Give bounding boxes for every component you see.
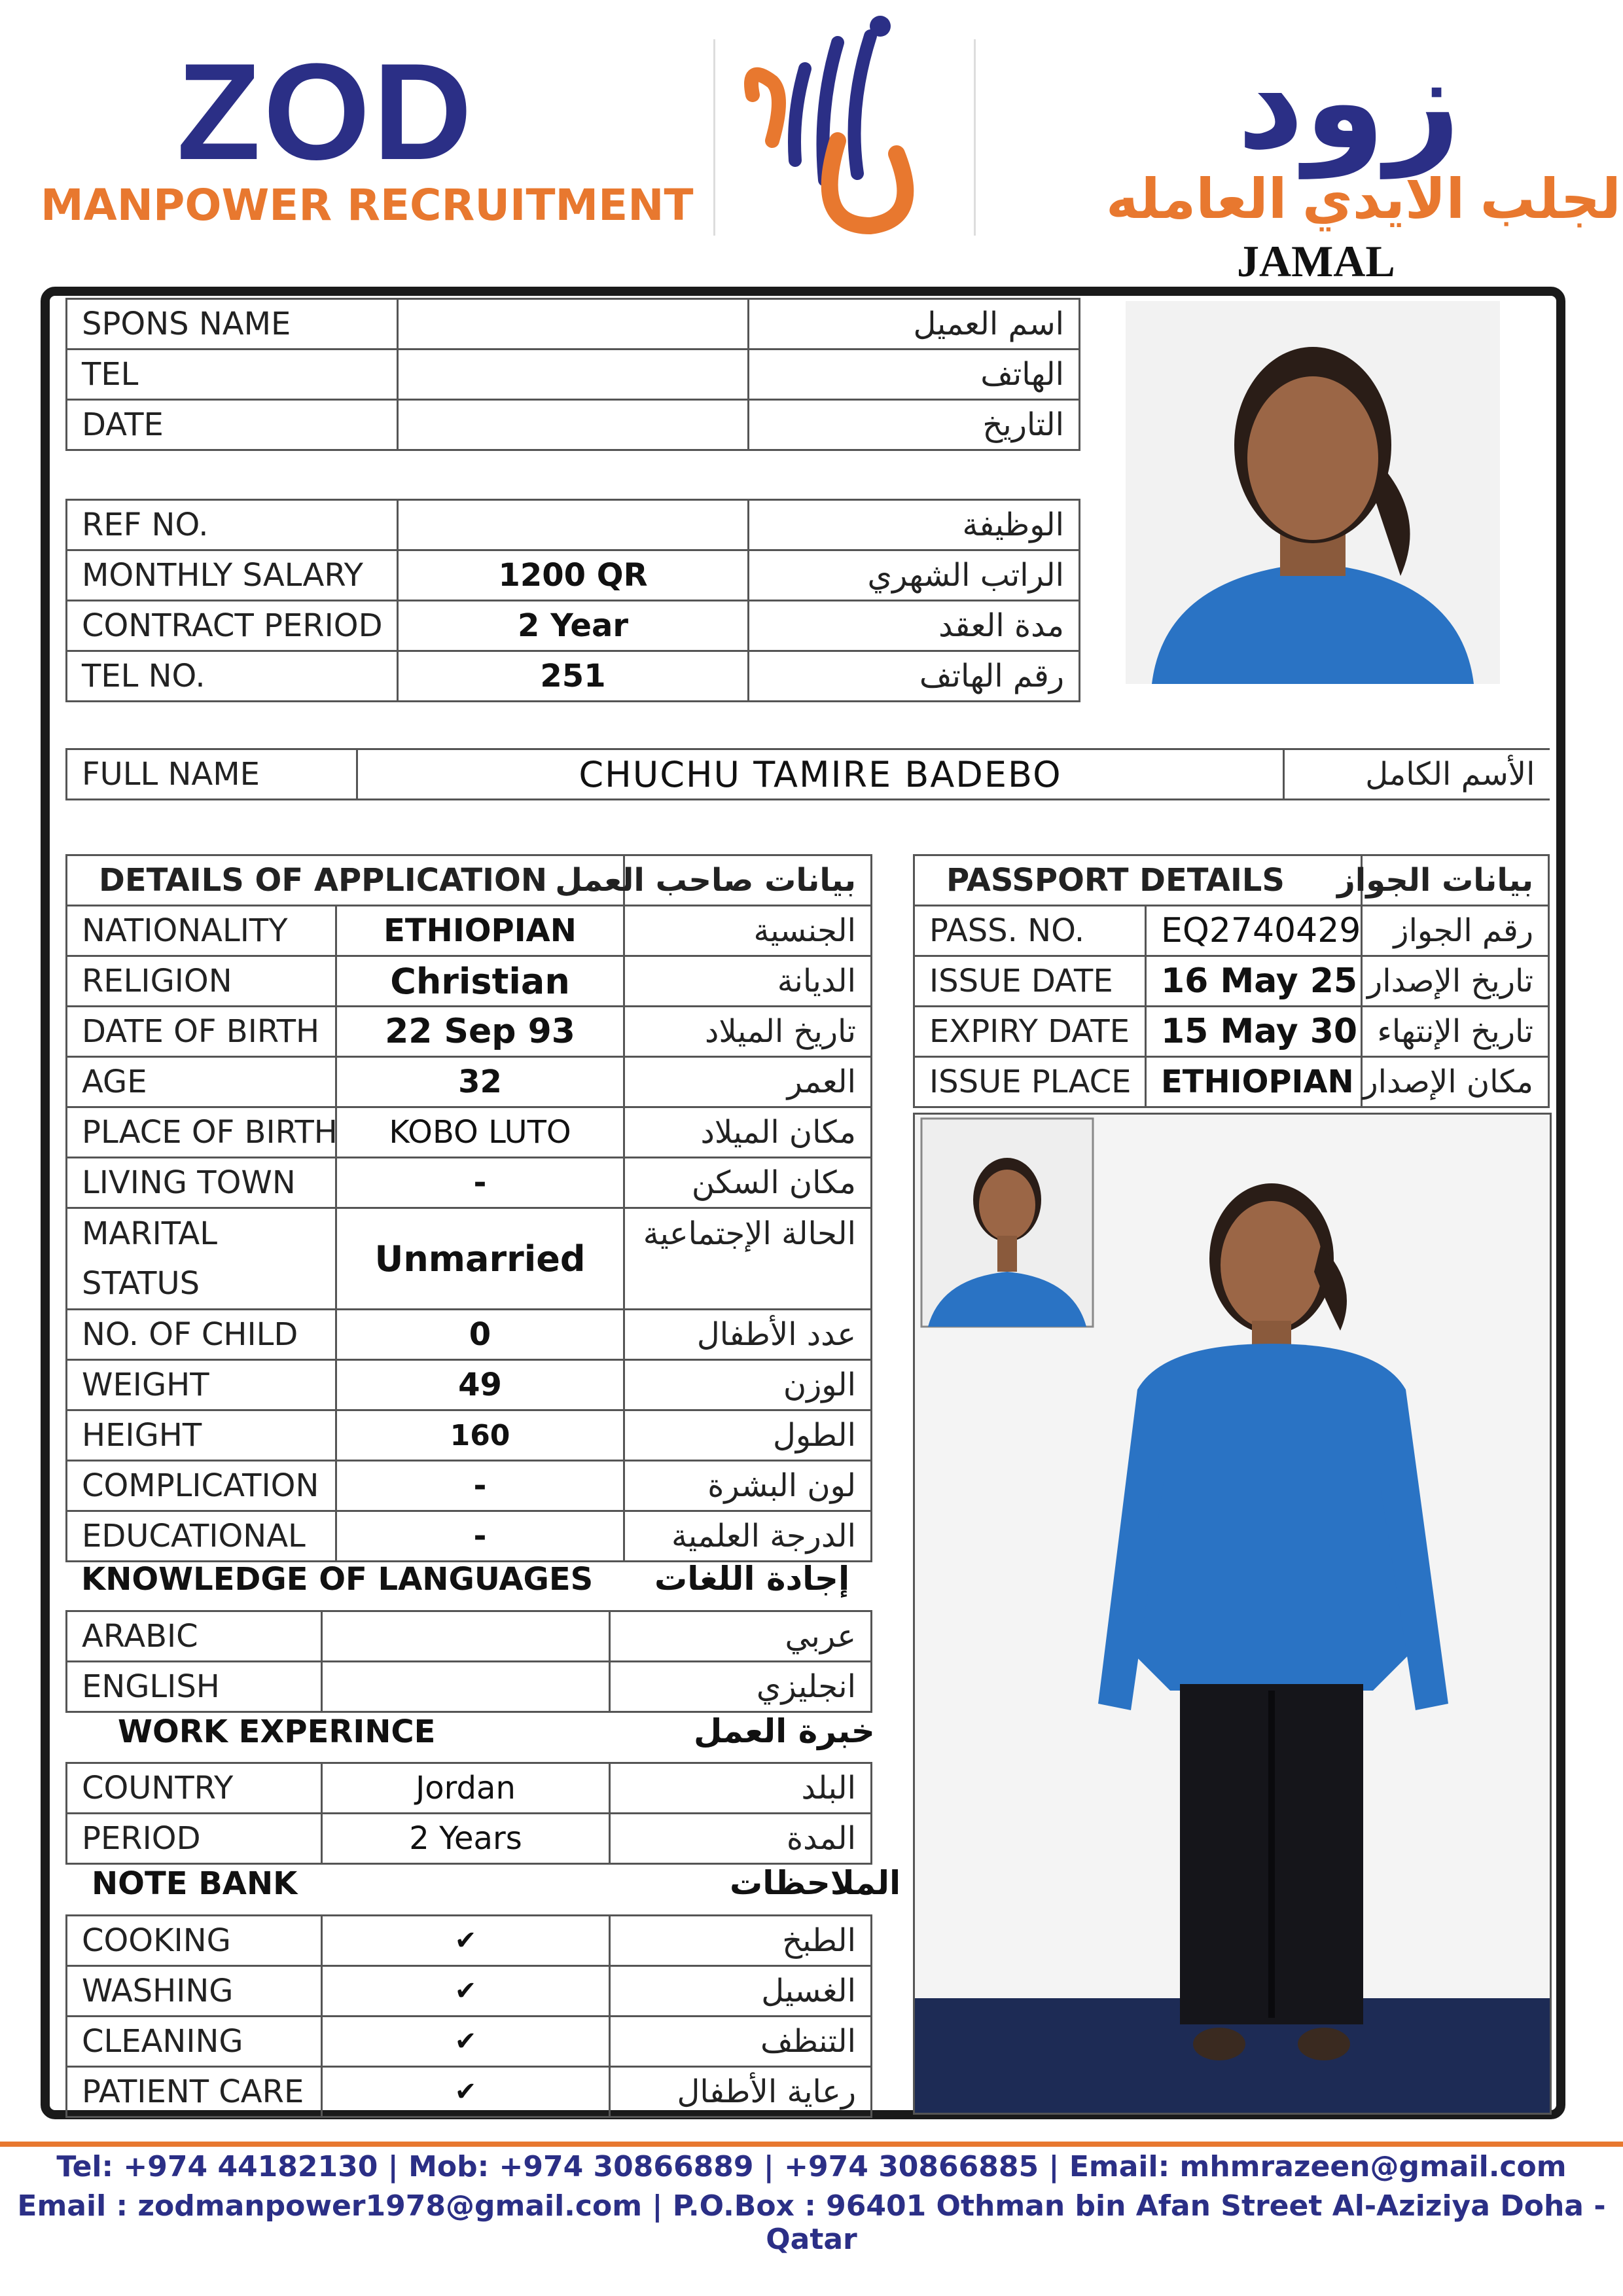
field-value: ETHIOPIAN (336, 906, 624, 956)
field-value: EQ2740429 (1146, 906, 1362, 956)
field-label-arabic: الوزن (624, 1360, 872, 1410)
check-icon: ✔ (322, 1916, 610, 1966)
field-label-arabic: عدد الأطفال (624, 1310, 872, 1360)
passport-title: PASSPORT DETAILS (914, 855, 1362, 906)
header-divider (713, 39, 715, 236)
application-table (65, 854, 872, 1562)
footer-contact-line: Tel: +974 44182130 | Mob: +974 30866889 | +974 30866885 | Email: mhmrazeen@gmail.com (56, 2150, 1567, 2183)
field-label-arabic: العمر (624, 1057, 872, 1107)
notes-title: NOTE BANK (92, 1865, 298, 1902)
field-value (322, 1611, 610, 1662)
table-row (67, 2067, 872, 2117)
field-value: 16 May 25 (1146, 956, 1362, 1007)
field-value: Christian (336, 956, 624, 1007)
field-label-arabic: الطبخ (610, 1916, 872, 1966)
field-label: TEL NO. (67, 651, 398, 702)
field-label-arabic: الديانة (624, 956, 872, 1007)
table-row (914, 956, 1549, 1007)
experience-title-arabic: خبرة العمل (694, 1712, 875, 1750)
table-row (67, 1461, 872, 1511)
header-divider (974, 39, 976, 236)
table-row (67, 1763, 872, 1814)
experience-table (65, 1762, 872, 1865)
full-name-label-arabic: الأسم الكامل (1284, 749, 1550, 800)
field-value: 15 May 30 (1146, 1007, 1362, 1057)
table-row (67, 1310, 872, 1360)
languages-title: KNOWLEDGE OF LANGUAGES (81, 1561, 594, 1598)
full-name-table (65, 748, 1550, 800)
field-label-arabic: انجليزي (610, 1662, 872, 1712)
table-row (67, 1360, 872, 1410)
field-label-arabic: الطول (624, 1410, 872, 1461)
field-value: - (336, 1511, 624, 1562)
brand-logo-text: ZOD (177, 35, 475, 188)
field-value: 22 Sep 93 (336, 1007, 624, 1057)
table-row (67, 1511, 872, 1562)
field-label: COMPLICATION (67, 1461, 336, 1511)
table-row (67, 500, 1080, 550)
field-label-arabic: التنظف (610, 2017, 872, 2067)
application-title-arabic: بيانات صاحب العمل (624, 855, 872, 906)
field-label: CLEANING (67, 2017, 322, 2067)
brand-emblem-icon (733, 10, 942, 259)
check-icon: ✔ (322, 2067, 610, 2117)
field-label-arabic: الوظيفة (749, 500, 1080, 550)
field-label-arabic: رعاية الأطفال (610, 2067, 872, 2117)
field-value (398, 299, 749, 350)
brand-tagline-arabic: لجلب الايدي العامله (1106, 168, 1621, 230)
field-label: WEIGHT (67, 1360, 336, 1410)
table-row (67, 749, 1550, 800)
field-label: EXPIRY DATE (914, 1007, 1146, 1057)
notes-table (65, 1914, 872, 2118)
table-row (67, 906, 872, 956)
field-label: PATIENT CARE (67, 2067, 322, 2117)
field-label: PLACE OF BIRTH (67, 1107, 336, 1158)
field-value: - (336, 1158, 624, 1208)
check-icon: ✔ (322, 2017, 610, 2067)
field-value: Unmarried (336, 1208, 624, 1310)
field-label: REF NO. (67, 500, 398, 550)
brand-logo-arabic: زود (1237, 29, 1461, 175)
field-label: PERIOD (67, 1814, 322, 1864)
table-row (67, 1814, 872, 1864)
full-name-label: FULL NAME (67, 749, 357, 800)
table-row (67, 1966, 872, 2017)
languages-title-arabic: إجادة اللغات (654, 1560, 850, 1598)
field-value: 49 (336, 1360, 624, 1410)
field-label: MONTHLY SALARY (67, 550, 398, 601)
field-value: 0 (336, 1310, 624, 1360)
field-label-arabic: لون البشرة (624, 1461, 872, 1511)
field-label: COOKING (67, 1916, 322, 1966)
field-value: 2 Year (398, 601, 749, 651)
table-row (67, 2017, 872, 2067)
field-label-arabic: تاريخ الميلاد (624, 1007, 872, 1057)
field-label: AGE (67, 1057, 336, 1107)
table-row (67, 299, 1080, 350)
field-label: ISSUE PLACE (914, 1057, 1146, 1107)
field-label: NATIONALITY (67, 906, 336, 956)
field-label: SPONS NAME (67, 299, 398, 350)
field-label-arabic: مدة العقد (749, 601, 1080, 651)
table-row (67, 956, 872, 1007)
field-label-arabic: المدة (610, 1814, 872, 1864)
field-label: DATE (67, 400, 398, 450)
sponsor-table (65, 298, 1080, 451)
table-row (914, 1007, 1549, 1057)
field-value: ETHIOPIAN (1146, 1057, 1362, 1107)
field-label-arabic: مكان الميلاد (624, 1107, 872, 1158)
agent-name: JAMAL (1237, 236, 1395, 286)
check-icon: ✔ (322, 1966, 610, 2017)
field-label: NO. OF CHILD (67, 1310, 336, 1360)
field-label-arabic: مكان السكن (624, 1158, 872, 1208)
field-label: RELIGION (67, 956, 336, 1007)
field-label: CONTRACT PERIOD (67, 601, 398, 651)
table-row (67, 1916, 872, 1966)
field-label-arabic: رقم الهاتف (749, 651, 1080, 702)
field-value: - (336, 1461, 624, 1511)
job-table (65, 499, 1080, 702)
field-label: EDUCATIONAL (67, 1511, 336, 1562)
table-row (914, 906, 1549, 956)
field-label-arabic: البلد (610, 1763, 872, 1814)
notes-title-arabic: الملاحظات (730, 1864, 901, 1902)
field-label: WASHING (67, 1966, 322, 2017)
field-value (398, 500, 749, 550)
table-row (67, 1611, 872, 1662)
table-row (67, 350, 1080, 400)
field-label: MARITAL STATUS (67, 1208, 336, 1310)
portrait-photo (1126, 301, 1500, 684)
table-header (914, 855, 1549, 906)
field-value: 251 (398, 651, 749, 702)
experience-title: WORK EXPERINCE (118, 1713, 436, 1750)
field-label: LIVING TOWN (67, 1158, 336, 1208)
field-label-arabic: الحالة الإجتماعية (624, 1208, 872, 1310)
field-label: ARABIC (67, 1611, 322, 1662)
table-header (67, 855, 872, 906)
footer-divider (0, 2142, 1623, 2147)
field-label: DATE OF BIRTH (67, 1007, 336, 1057)
footer-address-line: Email : zodmanpower1978@gmail.com | P.O.Box : 96401 Othman bin Afan Street Al-Aziziya Doha - Qatar (17, 2189, 1606, 2256)
table-row (67, 550, 1080, 601)
field-value: 160 (336, 1410, 624, 1461)
table-row (67, 651, 1080, 702)
field-value: 1200 QR (398, 550, 749, 601)
field-label-arabic: الغسيل (610, 1966, 872, 2017)
field-label: ENGLISH (67, 1662, 322, 1712)
full-body-photo (913, 1113, 1552, 2115)
field-value: KOBO LUTO (336, 1107, 624, 1158)
field-label: COUNTRY (67, 1763, 322, 1814)
table-row (67, 1158, 872, 1208)
field-label-arabic: الهاتف (749, 350, 1080, 400)
field-label-arabic: التاريخ (749, 400, 1080, 450)
table-row (67, 1208, 872, 1310)
table-row (67, 1662, 872, 1712)
table-row (67, 1410, 872, 1461)
brand-tagline: MANPOWER RECRUITMENT (41, 180, 694, 230)
field-label-arabic: مكان الإصدار (1362, 1057, 1549, 1107)
field-value (398, 400, 749, 450)
field-value: Jordan (322, 1763, 610, 1814)
field-label-arabic: تاريخ الإنتهاء (1362, 1007, 1549, 1057)
field-label-arabic: تاريخ الإصدار (1362, 956, 1549, 1007)
field-value (398, 350, 749, 400)
field-label: ISSUE DATE (914, 956, 1146, 1007)
full-name-value: CHUCHU TAMIRE BADEBO (357, 749, 1284, 800)
table-row (67, 1007, 872, 1057)
field-label: TEL (67, 350, 398, 400)
table-row (67, 1107, 872, 1158)
passport-title-arabic: بيانات الجواز (1362, 855, 1549, 906)
application-title: DETAILS OF APPLICATION (67, 855, 624, 906)
field-label: HEIGHT (67, 1410, 336, 1461)
field-value: 32 (336, 1057, 624, 1107)
languages-table (65, 1610, 872, 1713)
field-label: PASS. NO. (914, 906, 1146, 956)
field-label-arabic: عربي (610, 1611, 872, 1662)
field-value: 2 Years (322, 1814, 610, 1864)
table-row (67, 1057, 872, 1107)
passport-table (913, 854, 1550, 1108)
table-row (914, 1057, 1549, 1107)
field-label-arabic: اسم العميل (749, 299, 1080, 350)
table-row (67, 400, 1080, 450)
field-label-arabic: رقم الجواز (1362, 906, 1549, 956)
table-row (67, 601, 1080, 651)
field-label-arabic: الجنسية (624, 906, 872, 956)
field-label-arabic: الدرجة العلمية (624, 1511, 872, 1562)
field-label-arabic: الراتب الشهري (749, 550, 1080, 601)
field-value (322, 1662, 610, 1712)
